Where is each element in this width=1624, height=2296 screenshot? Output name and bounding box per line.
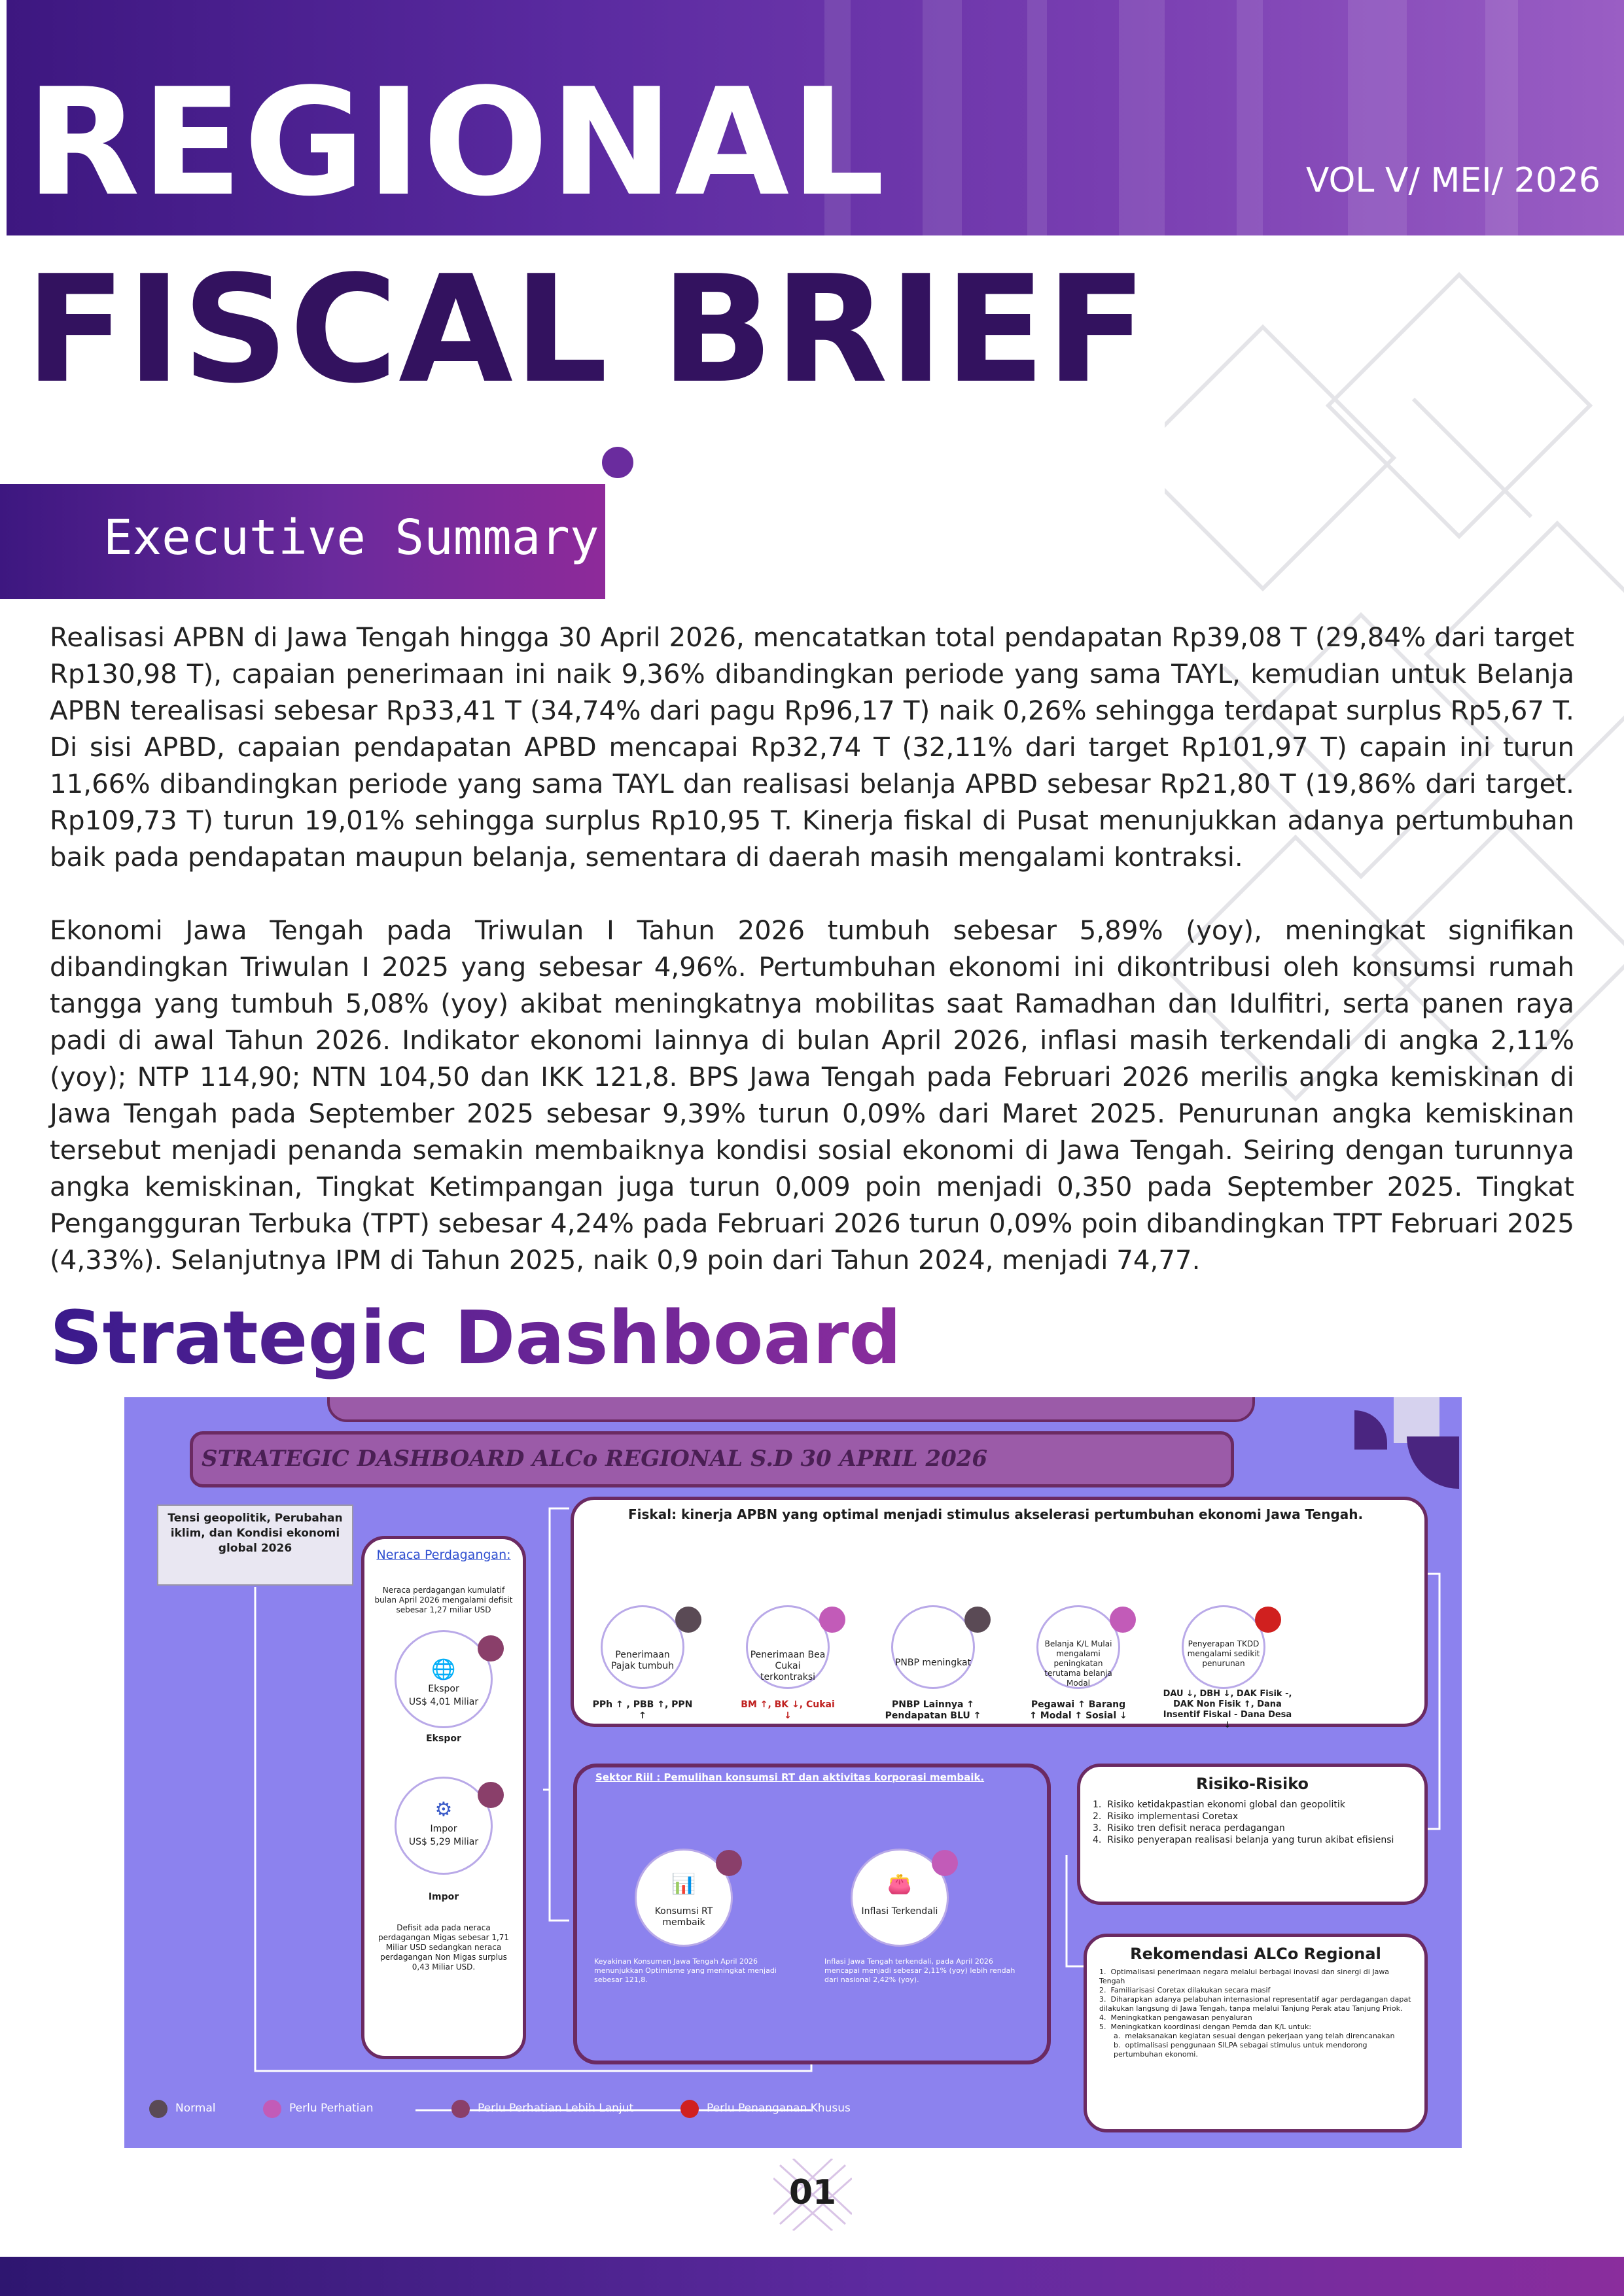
sektor-item-label: Konsumsi RT membaik — [654, 1906, 713, 1928]
ekspor-value: US$ 4,01 Miliar — [408, 1697, 479, 1707]
legend-label: Perlu Perhatian — [289, 2102, 374, 2115]
building-stripe — [1119, 0, 1165, 235]
rekomendasi-subitem: a. melaksanakan kegiatan sesuai dengan pekerjaan yang telah direncanakan — [1114, 2032, 1395, 2040]
legend-label: Perlu Penanganan Khusus — [707, 2102, 851, 2115]
building-stripe — [1485, 0, 1518, 235]
sektor-item-note: Inflasi Jawa Tengah terkendali, pada April 2026 mencapai menjadi sebesar 2,11% (yoy) lebih rendah dari nasional 2,42% (yoy). — [824, 1957, 1015, 1984]
building-stripe — [923, 0, 962, 235]
fiskal-item-detail: DAU ↓, DBH ↓, DAK Fisik -, DAK Non Fisik ↑, Dana Insentif Fiskal - Dana Desa ↓ — [1163, 1689, 1292, 1730]
fiskal-item-circle — [601, 1605, 684, 1689]
status-dot — [716, 1850, 742, 1876]
title-regional: REGIONAL — [26, 57, 887, 229]
wallet-icon: 👛 — [887, 1873, 912, 1896]
status-dot — [675, 1607, 701, 1633]
section-heading: Executive Summary — [103, 510, 599, 566]
rekomendasi-item: 5. Meningkatkan koordinasi dengan Pemda dan K/L untuk: — [1099, 2023, 1312, 2031]
ekspor-label: Ekspor — [428, 1684, 459, 1694]
neraca-footnote: Defisit ada pada neraca perdagangan Migas sebesar 1,71 Miliar USD sedangkan neraca perdagangan Non Migas surplus 0,43 Miliar USD. — [378, 1923, 510, 1972]
rekomendasi-list — [1099, 1968, 1413, 2059]
building-stripe — [1348, 0, 1407, 235]
rekomendasi-item: 4. Meningkatkan pengawasan penyaluran — [1099, 2013, 1252, 2022]
building-stripe — [1027, 0, 1047, 235]
risiko-list — [1093, 1799, 1413, 1846]
risiko-item: 2. Risiko implementasi Coretax — [1093, 1811, 1239, 1822]
legend-label: Normal — [175, 2102, 216, 2115]
status-dot — [1110, 1607, 1136, 1633]
summary-paragraph: Realisasi APBN di Jawa Tengah hingga 30 April 2026, mencatatkan total pendapatan Rp39,08 T (29,84% dari target Rp130,98 T), capaian penerimaan ini naik 9,36% dibandingkan periode yang sama TAYL, kemudian untuk Belanja APBN terealisasi sebesar Rp33,41 T (34,74% dari pagu Rp96,17 T) naik 0,26% sehingga terdapat surplus Rp5,67 T. Di sisi APBD, capaian pendapatan APBD mencapai Rp32,74 T (32,11% dari target Rp101,97 T) capain ini turun 11,66% dibandingkan periode yang sama TAYL dan realisasi belanja APBD sebesar Rp21,80 T (19,86% dari target. Rp109,73 T) turun 19,01% sehingga surplus Rp10,95 T. Kinerja fiskal di Pusat menunjukkan adanya pertumbuhan baik pada pendapatan maupun belanja, sementara di daerah masih mengalami kontraksi. — [50, 622, 1574, 873]
fiskal-item-detail: PPh ↑ , PBB ↑, PPN ↑ — [592, 1699, 693, 1721]
fiskal-item-label: Penerimaan Bea Cukai terkontraksi — [750, 1650, 826, 1682]
status-dot — [1255, 1607, 1281, 1633]
impor-caption: Impor — [428, 1892, 459, 1902]
context-text: Tensi geopolitik, Perubahan iklim, dan Kondisi ekonomi global 2026 — [168, 1512, 343, 1555]
rekomendasi-subitem: b. optimalisasi penggunaan SILPA sebagai stimulus untuk mendorong pertumbuhan ekonomi. — [1114, 2041, 1368, 2059]
neraca-title: Neraca Perdagangan: — [376, 1548, 511, 1562]
status-dot — [478, 1782, 504, 1808]
legend-label: Perlu Perhatian Lebih Lanjut — [478, 2102, 634, 2115]
legend-dot — [263, 2100, 281, 2118]
legend-dot — [451, 2100, 470, 2118]
risiko-title: Risiko-Risiko — [1195, 1775, 1309, 1793]
status-dot — [478, 1635, 504, 1661]
accent-dot — [602, 447, 633, 478]
ekspor-caption: Ekspor — [426, 1733, 461, 1744]
fiskal-item-label: Penyerapan TKDD mengalami sedikit penurunan — [1187, 1639, 1260, 1668]
status-dot — [964, 1607, 991, 1633]
sektor-item-label: Inflasi Terkendali — [861, 1906, 938, 1917]
building-stripe — [1237, 0, 1263, 235]
fiskal-item-detail: Pegawai ↑ Barang ↑ Modal ↑ Sosial ↓ — [1029, 1699, 1127, 1721]
volume-label: VOL V/ MEI/ 2026 — [1305, 161, 1600, 200]
summary-paragraph: Ekonomi Jawa Tengah pada Triwulan I Tahun 2026 tumbuh sebesar 5,89% (yoy), meningkat signifikan dibandingkan Triwulan I 2025 yang sebesar 4,96%. Pertumbuhan ekonomi ini dikontribusi oleh konsumsi rumah tangga yang tumbuh 5,08% (yoy) akibat meningkatnya mobilitas saat Ramadhan dan Idulfitri, serta panen raya padi di awal Tahun 2026. Indikator ekonomi lainnya di bulan April 2026, inflasi masih terkendali di angka 2,11% (yoy); NTP 114,90; NTN 104,50 dan IKK 121,8. BPS Jawa Tengah pada Februari 2026 merilis angka kemiskinan di Jawa Tengah pada September 2025 sebesar 9,39% turun 0,09% dari Maret 2025. Penurunan angka kemiskinan tersebut menjadi penanda semakin membaiknya kondisi sosial ekonomi di Jawa Tengah. Seiring dengan turunnya angka kemiskinan, Tingkat Ketimpangan juga turun 0,009 poin menjadi 0,350 pada September 2025. Tingkat Pengangguran Terbuka (TPT) sebesar 4,24% pada Februari 2026 turun 0,09% poin dibandingkan TPT Februari 2025 (4,33%). Selanjutnya IPM di Tahun 2025, naik 0,9 poin dari Tahun 2024, menjadi 74,77. — [50, 915, 1574, 1276]
title-fiscal-brief: FISCAL BRIEF — [25, 244, 1148, 416]
fiskal-item-detail: PNBP Lainnya ↑ Pendapatan BLU ↑ — [885, 1699, 981, 1721]
fiskal-headline: Fiskal: kinerja APBN yang optimal menjadi stimulus akselerasi pertumbuhan ekonomi Jawa Tengah. — [628, 1506, 1364, 1522]
dashboard-infographic — [124, 1397, 1462, 2148]
status-dot — [932, 1850, 958, 1876]
fiskal-item-label: Penerimaan Pajak tumbuh — [610, 1650, 675, 1671]
fiskal-item-detail: BM ↑, BK ↓, Cukai ↓ — [741, 1699, 835, 1721]
neraca-note: Neraca perdagangan kumulatif bulan April 2026 mengalami defisit sebesar 1,27 miliar USD — [374, 1586, 513, 1614]
rekomendasi-item: 3. Diharapkan adanya pelabuhan internasional representatif agar perdagangan dapat dilakukan langsung di Jawa Tengah, tanpa melalui Tanjung Perak atau Tanjung Priok. — [1099, 1995, 1411, 2013]
page-number: 01 — [788, 2173, 837, 2212]
impor-value: US$ 5,29 Miliar — [408, 1837, 479, 1847]
risiko-item: 3. Risiko tren defisit neraca perdagangan — [1093, 1823, 1285, 1834]
legend-dot — [149, 2100, 168, 2118]
rekomendasi-item: 2. Familiarisasi Coretax dilakukan secara masif — [1099, 1986, 1271, 1994]
globe-icon: 🌐 — [431, 1658, 456, 1681]
chart-icon: 📊 — [671, 1873, 696, 1896]
impor-label: Impor — [430, 1824, 457, 1834]
fiskal-item-label: PNBP meningkat — [894, 1658, 972, 1668]
dashboard-heading: Strategic Dashboard — [50, 1293, 902, 1384]
fiskal-item-label: Belanja K/L Mulai mengalami peningkatan terutama belanja Modal — [1044, 1639, 1112, 1688]
legend-dot — [680, 2100, 699, 2118]
footer-band — [0, 2257, 1624, 2296]
rekomendasi-title: Rekomendasi ALCo Regional — [1130, 1945, 1381, 1963]
rekomendasi-item: 1. Optimalisasi penerimaan negara melalui berbagai inovasi dan sinergi di Jawa Tengah — [1099, 1968, 1390, 1985]
sektor-item-note: Keyakinan Konsumen Jawa Tengah April 2026 menunjukkan Optimisme yang meningkat menjadi sebesar 121,8. — [594, 1957, 777, 1984]
fiskal-item-circle — [891, 1605, 975, 1689]
dashboard-banner-text: STRATEGIC DASHBOARD ALCo REGIONAL S.D 30 APRIL 2026 — [202, 1446, 988, 1472]
risiko-item: 4. Risiko penyerapan realisasi belanja yang turun akibat efisiensi — [1093, 1835, 1394, 1845]
network-icon: ⚙ — [434, 1798, 453, 1821]
sektor-riil-headline: Sektor Riil : Pemulihan konsumsi RT dan aktivitas korporasi membaik. — [595, 1771, 985, 1783]
risiko-item: 1. Risiko ketidakpastian ekonomi global dan geopolitik — [1093, 1800, 1345, 1810]
status-dot — [819, 1607, 845, 1633]
